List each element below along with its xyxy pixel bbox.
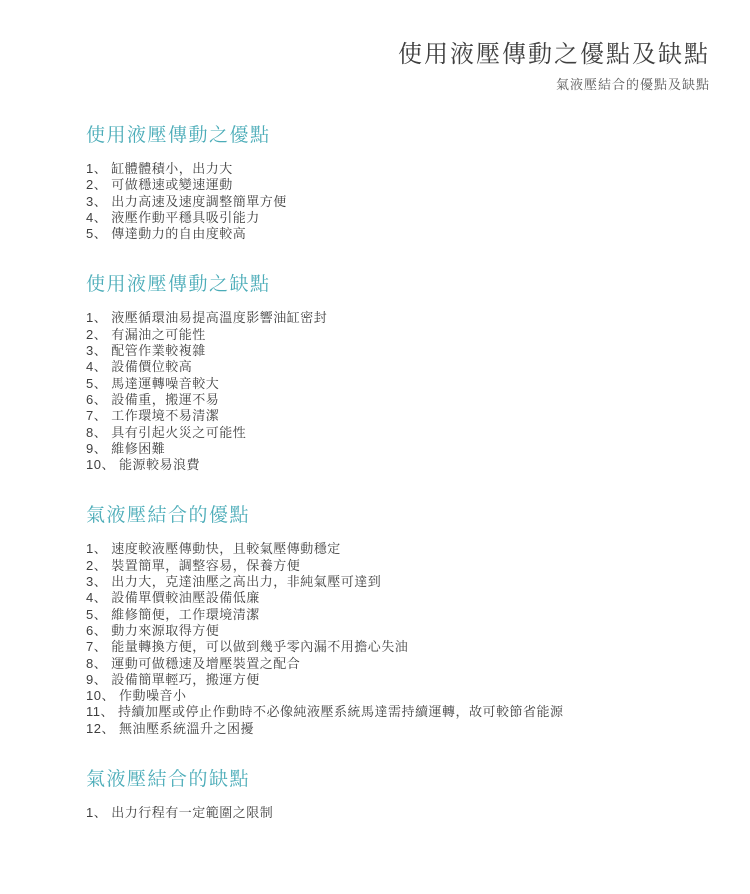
section-item-list	[86, 310, 710, 473]
item-text: 馬達運轉噪音較大	[111, 375, 220, 391]
item-text: 速度較液壓傳動快，且較氣壓傳動穩定	[111, 541, 341, 557]
item-number: 4、	[86, 209, 108, 225]
item-number: 10、	[86, 457, 115, 473]
item-number: 6、	[86, 391, 108, 407]
item-text: 配管作業較複雜	[111, 343, 206, 359]
item-text: 出力大，克達油壓之高出力，非純氣壓可達到	[111, 574, 382, 590]
item-number: 10、	[86, 688, 115, 704]
list-item	[86, 441, 710, 457]
list-item	[86, 558, 710, 574]
list-item	[86, 343, 710, 359]
item-text: 運動可做穩速及增壓裝置之配合	[111, 655, 301, 671]
page-title: 使用液壓傳動之優點及缺點	[398, 41, 710, 68]
item-text: 動力來源取得方便	[111, 622, 220, 638]
item-text: 傳達動力的自由度較高	[111, 226, 247, 242]
item-number: 12、	[86, 720, 115, 736]
list-item	[86, 408, 710, 424]
section-item-list	[86, 541, 710, 737]
sections-container	[0, 125, 750, 821]
item-number: 11、	[86, 704, 114, 720]
section-item-list	[86, 161, 710, 242]
list-item	[86, 161, 710, 177]
page-subtitle: 氣液壓結合的優點及缺點	[555, 77, 710, 92]
list-item	[86, 457, 710, 473]
item-text: 維修簡便，工作環境清潔	[111, 606, 260, 622]
item-number: 5、	[86, 606, 108, 622]
item-text: 液壓作動平穩具吸引能力	[111, 209, 260, 225]
item-text: 裝置簡單，調整容易，保養方便	[111, 557, 301, 573]
item-text: 設備價位較高	[111, 359, 193, 375]
item-text: 持續加壓或停止作動時不必像純液壓系統馬達需持續運轉，故可較節省能源	[118, 704, 564, 720]
list-item	[86, 590, 710, 606]
list-item	[86, 623, 710, 639]
list-item	[86, 541, 710, 557]
list-item	[86, 327, 710, 343]
list-item	[86, 607, 710, 623]
item-text: 能量轉換方便，可以做到幾乎零內漏不用擔心失油	[111, 639, 409, 655]
list-item	[86, 704, 710, 720]
item-text: 液壓循環油易提高溫度影響油缸密封	[111, 310, 328, 326]
section	[86, 769, 710, 821]
item-number: 1、	[86, 541, 108, 557]
item-text: 具有引起火災之可能性	[111, 424, 247, 440]
item-number: 2、	[86, 557, 108, 573]
item-text: 設備單價較油壓設備低廉	[111, 590, 260, 606]
item-number: 1、	[86, 310, 108, 326]
list-item	[86, 376, 710, 392]
list-item	[86, 672, 710, 688]
item-number: 5、	[86, 375, 108, 391]
section-heading: 使用液壓傳動之缺點	[86, 274, 271, 296]
list-item	[86, 805, 710, 821]
item-number: 1、	[86, 161, 108, 176]
item-text: 出力行程有一定範圍之限制	[111, 805, 274, 821]
item-text: 能源較易浪費	[118, 457, 200, 473]
list-item	[86, 656, 710, 672]
section-heading: 氣液壓結合的缺點	[86, 769, 251, 791]
item-number: 7、	[86, 639, 108, 655]
section	[86, 505, 710, 737]
item-number: 7、	[86, 408, 108, 424]
item-number: 2、	[86, 177, 108, 193]
item-text: 作動噪音小	[118, 688, 187, 704]
item-number: 4、	[86, 590, 108, 606]
item-number: 3、	[86, 574, 108, 590]
list-item	[86, 425, 710, 441]
item-number: 3、	[86, 343, 108, 359]
item-number: 4、	[86, 359, 108, 375]
item-text: 維修困難	[111, 440, 166, 456]
list-item	[86, 226, 710, 242]
item-text: 設備簡單輕巧，搬運方便	[111, 671, 260, 687]
list-item	[86, 688, 710, 704]
item-text: 可做穩速或變速運動	[111, 177, 233, 193]
list-item	[86, 194, 710, 210]
list-item	[86, 721, 710, 737]
list-item	[86, 392, 710, 408]
item-number: 2、	[86, 326, 108, 342]
item-text: 有漏油之可能性	[111, 326, 206, 342]
page-header	[0, 0, 750, 93]
item-text: 工作環境不易清潔	[111, 408, 220, 424]
section-heading: 使用液壓傳動之優點	[86, 125, 271, 146]
item-text: 設備重，搬運不易	[111, 391, 220, 407]
list-item	[86, 639, 710, 655]
item-number: 8、	[86, 655, 108, 671]
item-number: 1、	[86, 805, 108, 821]
list-item	[86, 210, 710, 226]
section-heading: 氣液壓結合的優點	[86, 505, 251, 527]
item-number: 9、	[86, 440, 108, 456]
section-item-list	[86, 805, 710, 821]
list-item	[86, 177, 710, 193]
list-item	[86, 574, 710, 590]
item-number: 9、	[86, 671, 108, 687]
item-number: 8、	[86, 424, 108, 440]
item-text: 出力高速及速度調整簡單方便	[111, 193, 287, 209]
item-number: 6、	[86, 622, 108, 638]
section	[86, 274, 710, 473]
item-text: 無油壓系統溫升之困擾	[118, 720, 254, 736]
item-number: 3、	[86, 193, 108, 209]
list-item	[86, 310, 710, 326]
item-text: 缸體體積小，出力大	[111, 161, 233, 176]
section	[86, 125, 710, 242]
list-item	[86, 359, 710, 375]
item-number: 5、	[86, 226, 108, 242]
